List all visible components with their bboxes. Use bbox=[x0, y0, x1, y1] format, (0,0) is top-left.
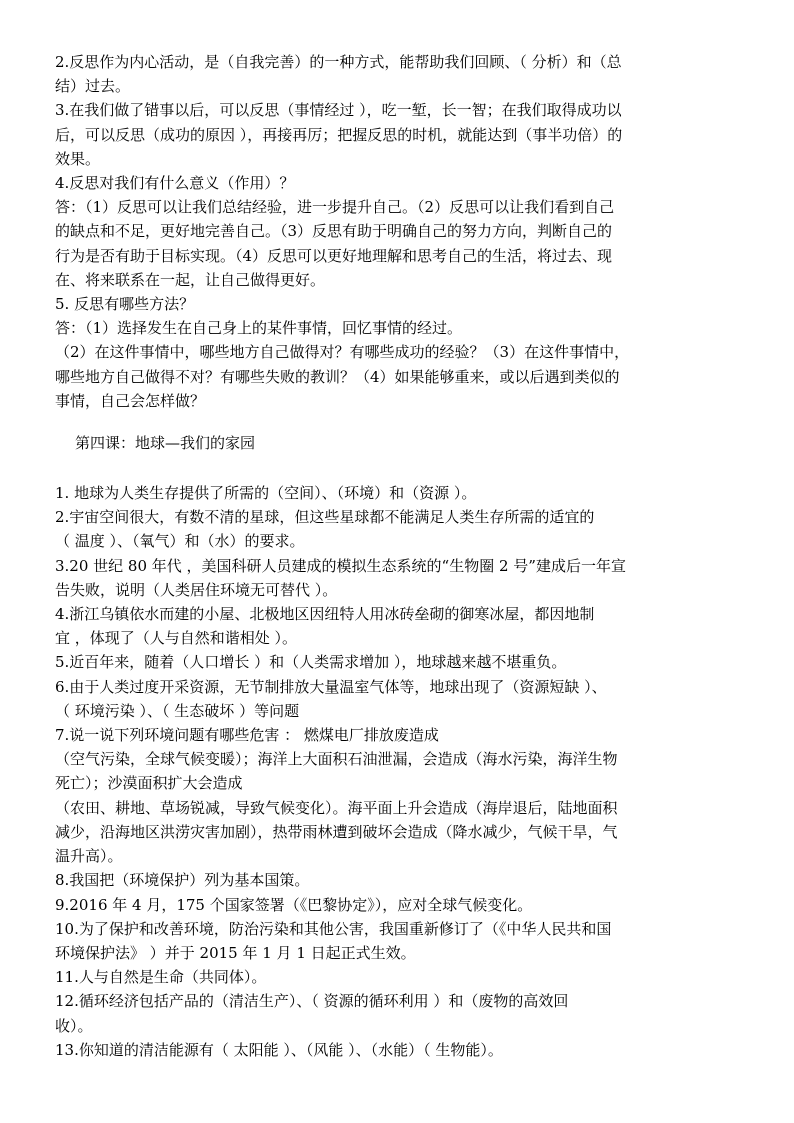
text-line: 哪些地方自己做得不对？有哪些失败的教训？（4）如果能够重来，或以后遇到类似的 bbox=[55, 367, 620, 386]
text-line: 2.宇宙空间很大，有数不清的星球，但这些星球都不能满足人类生存所需的适宜的 bbox=[55, 508, 595, 527]
text-line: （空气污染，全球气候变暖）；海洋上大面积石油泄漏，会造成（海水污染，海洋生物 bbox=[55, 750, 618, 769]
earth-home-section bbox=[55, 481, 740, 1062]
text-line: （ 环境污染 ）、（ 生态破坏 ）等问题 bbox=[55, 701, 300, 720]
text-line: 9.2016 年 4 月，175 个国家签署（《巴黎协定》），应对全球气候变化。 bbox=[55, 895, 533, 914]
text-line: 3.在我们做了错事以后，可以反思（事情经过 ），吃一堑，长一智；在我们取得成功以 bbox=[55, 101, 622, 120]
text-line: 告失败，说明（人类居住环境无可替代 ）。 bbox=[55, 580, 338, 599]
text-line: 的缺点和不足，更好地完善自己。（3）反思有助于明确自己的努力方向，判断自己的 bbox=[55, 222, 613, 241]
text-line: 结）过去。 bbox=[55, 77, 131, 96]
text-line: 环境保护法》 ）并于 2015 年 1 月 1 日起正式生效。 bbox=[55, 943, 416, 962]
section-gap bbox=[55, 455, 740, 481]
text-line: 宜 ，体现了（人与自然和谐相处 ）。 bbox=[55, 629, 298, 648]
text-line: 答：（1）选择发生在自己身上的某件事情，回忆事情的经过。 bbox=[55, 319, 463, 338]
text-line: 1. 地球为人类生存提供了所需的（空间）、（环境）和（资源 ）。 bbox=[55, 484, 477, 503]
text-line: 5. 反思有哪些方法？ bbox=[55, 295, 195, 314]
text-line: 事情，自己会怎样做？ bbox=[55, 391, 206, 410]
section-gap bbox=[55, 413, 740, 431]
text-line: 4.反思对我们有什么意义（作用）？ bbox=[55, 174, 295, 193]
text-line: 行为是否有助于目标实现。（4）反思可以更好地理解和思考自己的生活，将过去、现 bbox=[55, 246, 613, 265]
text-line: 10.为了保护和改善环境，防治污染和其他公害，我国重新修订了（《中华人民共和国 bbox=[55, 919, 612, 938]
document-page bbox=[55, 50, 740, 1062]
text-line: 答：（1）反思可以让我们总结经验，进一步提升自己。（2）反思可以让我们看到自己 bbox=[55, 198, 615, 217]
text-line: 死亡）；沙漠面积扩大会造成 bbox=[55, 774, 243, 793]
text-line: 12.循环经济包括产品的（清洁生产）、（ 资源的循环利用 ）和（废物的高效回 bbox=[55, 992, 569, 1011]
text-line: 5.近百年来，随着（人口增长 ）和（人类需求增加 ），地球越来越不堪重负。 bbox=[55, 653, 567, 672]
text-line: 在、将来联系在一起，让自己做得更好。 bbox=[55, 270, 326, 289]
text-line: 减少，沿海地区洪涝灾害加剧），热带雨林遭到破坏会造成（降水减少，气候干旱，气 bbox=[55, 822, 618, 841]
text-line: 4.浙江乌镇依水而建的小屋、北极地区因纽特人用冰砖垒砌的御寒冰屋，都因地制 bbox=[55, 605, 595, 624]
text-line: 2.反思作为内心活动，是（自我完善）的一种方式，能帮助我们回顾、（ 分析）和（总 bbox=[55, 53, 622, 71]
text-line: 6.由于人类过度开采资源，无节制排放大量温室气体等，地球出现了（资源短缺 ）、 bbox=[55, 677, 607, 696]
text-line: 收）。 bbox=[55, 1016, 93, 1035]
text-line: （农田、耕地、草场锐减，导致气候变化）。海平面上升会造成（海岸退后，陆地面积 bbox=[55, 798, 618, 817]
text-line: （2）在这件事情中，哪些地方自己做得对？有哪些成功的经验？（3）在这件事情中， bbox=[55, 343, 630, 362]
text-line: 后，可以反思（成功的原因 ），再接再厉；把握反思的时机，就能达到（事半功倍）的 bbox=[55, 125, 623, 144]
text-line: 温升高）。 bbox=[55, 847, 123, 866]
lesson-title: 第四课：地球—我们的家园 bbox=[75, 434, 256, 453]
text-line: 11.人与自然是生命（共同体）。 bbox=[55, 968, 267, 987]
text-line: 7.说一说下列环境问题有哪些危害 ： 燃煤电厂排放废造成 bbox=[55, 726, 439, 745]
reflection-section bbox=[55, 50, 740, 413]
text-line: 8.我国把（环境保护）列为基本国策。 bbox=[55, 871, 310, 890]
text-line: 3.20 世纪 80 年代 ，美国科研人员建成的模拟生态系统的“生物圈 2 号”建成后一年宣 bbox=[55, 556, 626, 575]
text-line: （ 温度 ）、（氧气）和（水）的要求。 bbox=[55, 532, 305, 551]
text-line: 13.你知道的清洁能源有（ 太阳能 ）、（风能 ）、（水能）（ 生物能）。 bbox=[55, 1040, 503, 1059]
text-line: 效果。 bbox=[55, 149, 101, 168]
